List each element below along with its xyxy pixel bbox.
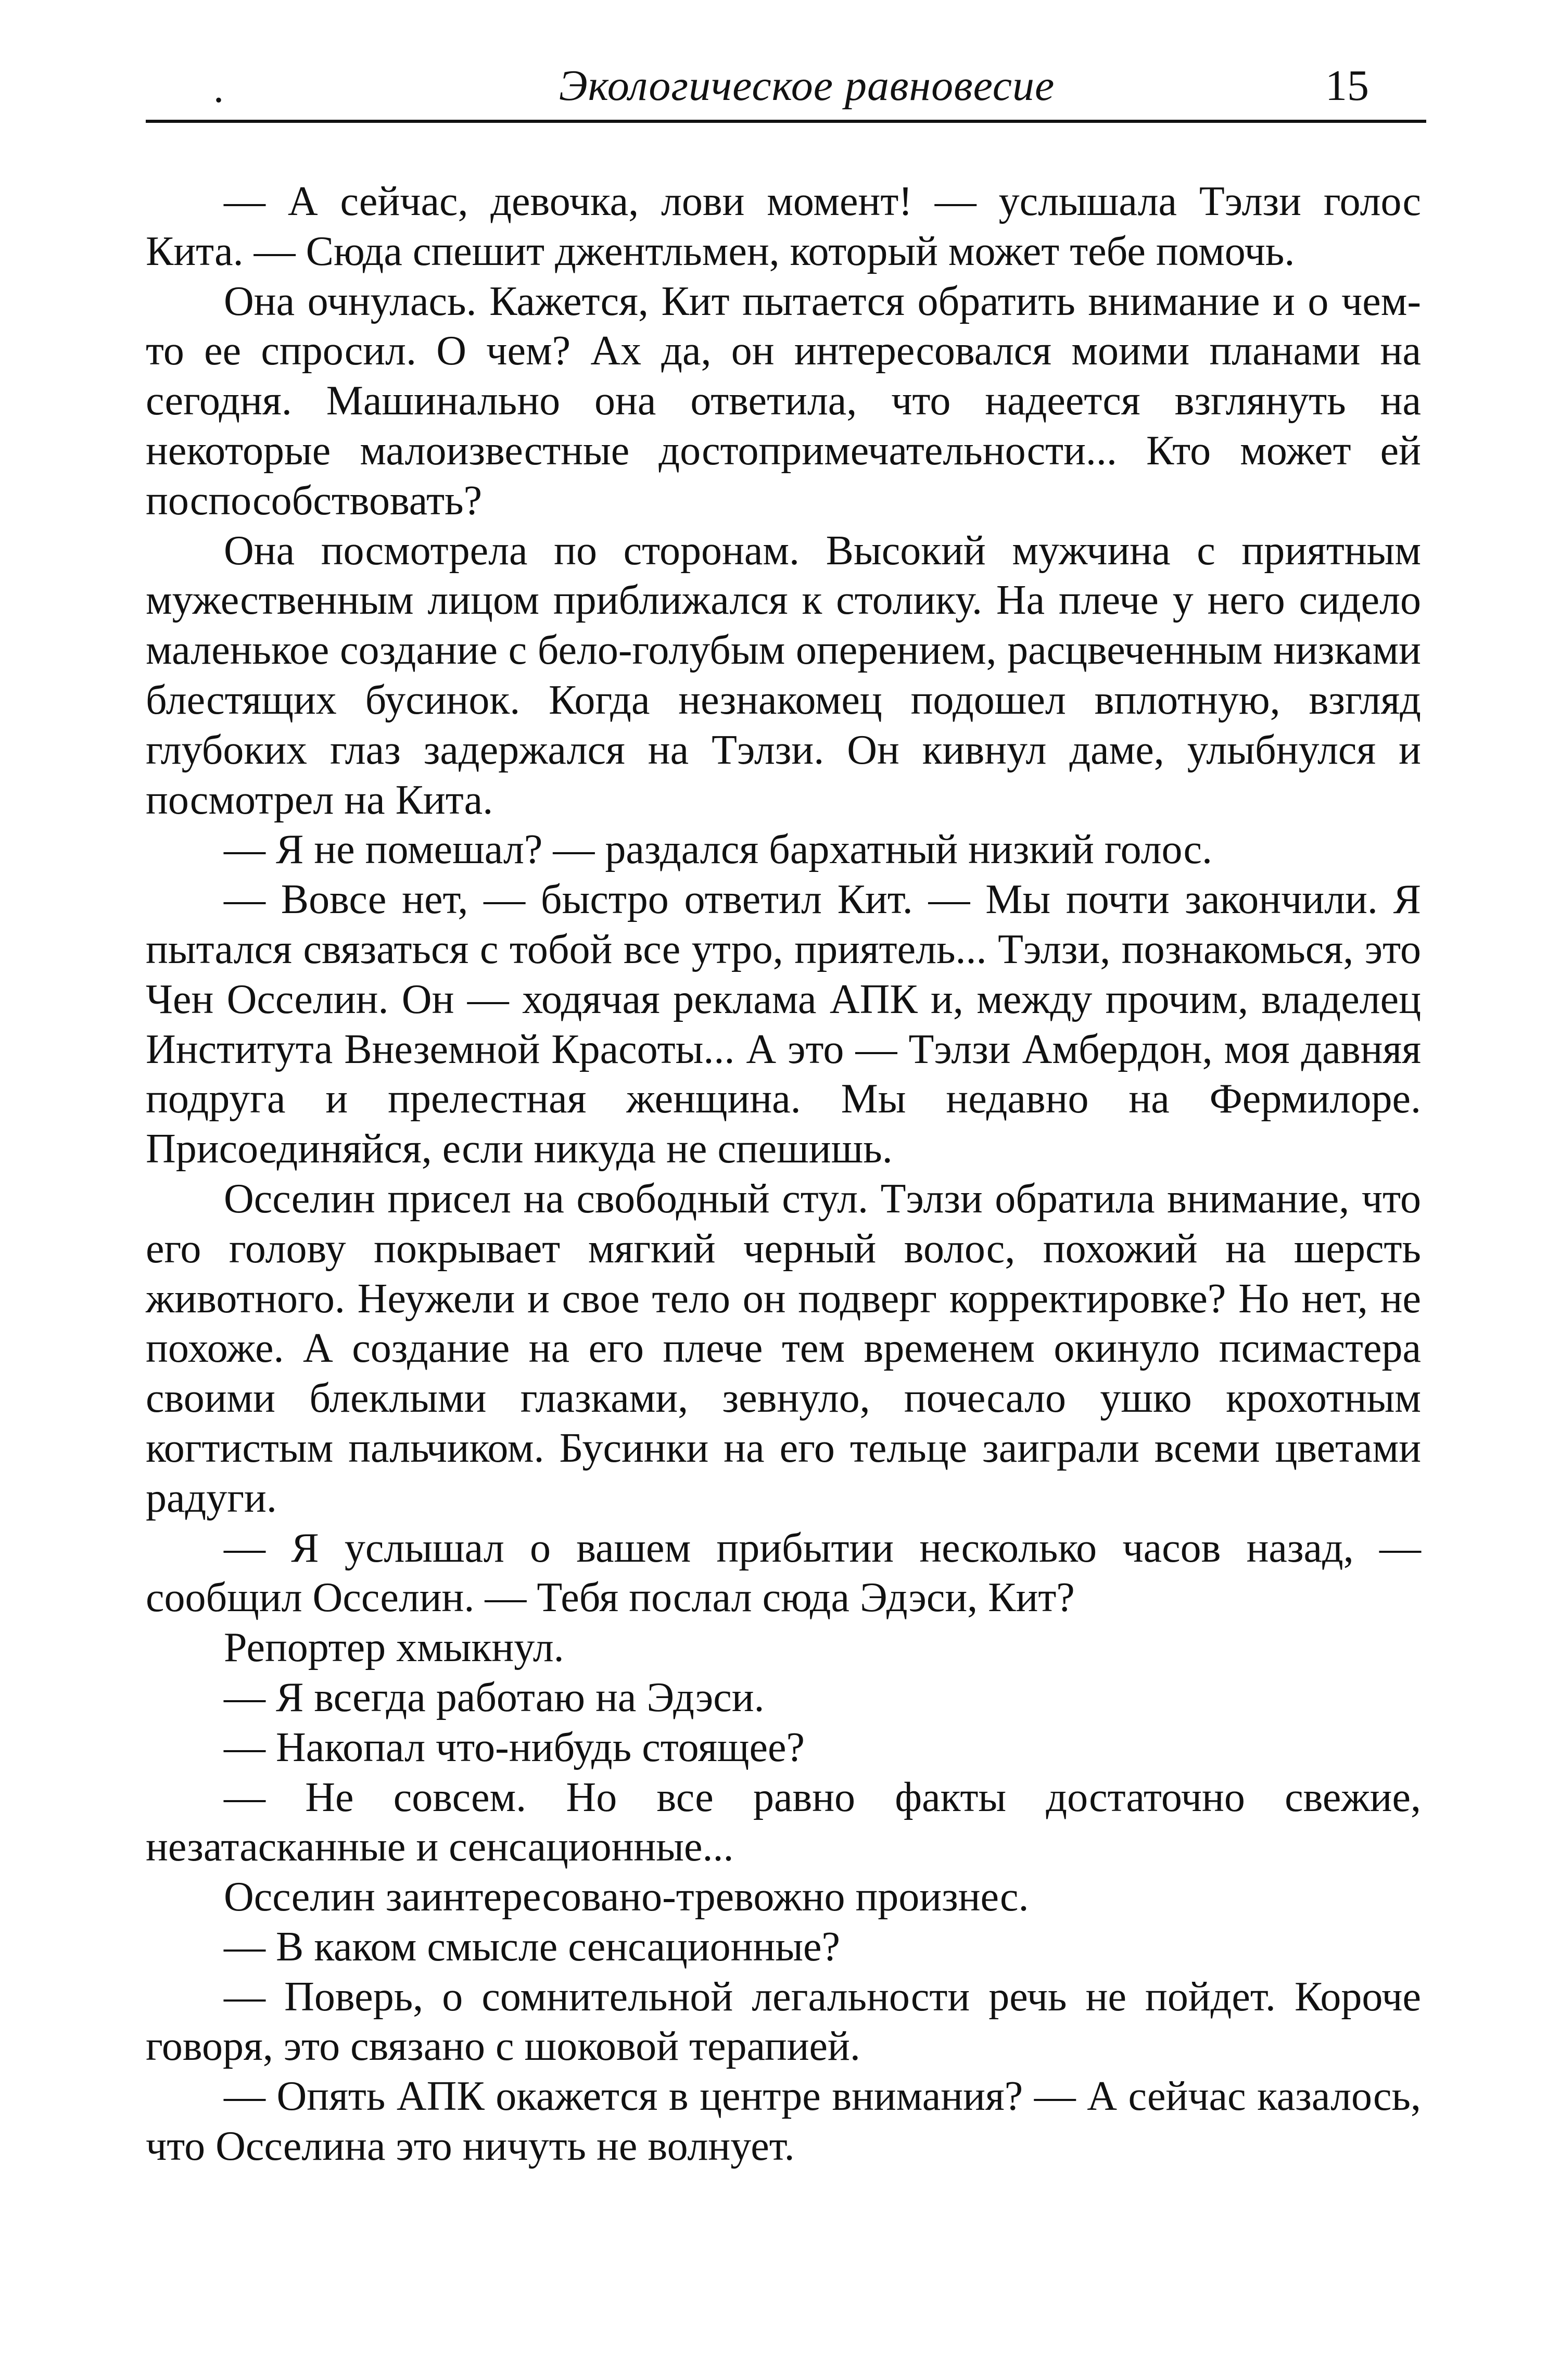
paragraph: Осселин присел на свободный стул. Тэлзи обратила внимание, что его голову покрывает мягкий черный волос, похожий на шерсть животного. Неужели и свое тело он подверг корректировке? Но нет, не похоже. А создание на его плече тем временем окинуло псимастера своими блеклыми глазками, зевнуло, почесало ушко крохотным когтистым пальчиком. Бусинки на его тельце заиграли всеми цветами радуги.: [146, 1175, 1421, 1521]
paragraph: Репортер хмыкнул.: [224, 1625, 564, 1671]
paragraph: — Я всегда работаю на Эдэси.: [224, 1674, 765, 1720]
paragraph: — Я не помешал? — раздался бархатный низкий голос.: [224, 827, 1212, 873]
paragraph: — В каком смысле сенсационные?: [224, 1923, 841, 1970]
paragraph: Осселин заинтересовано-тревожно произнес.: [224, 1874, 1029, 1920]
paragraph: — А сейчас, девочка, лови момент! — услышала Тэлзи голос Кита. — Сюда спешит джентльмен, который может тебе помочь.: [146, 179, 1421, 274]
page-number: 15: [1325, 61, 1369, 110]
paragraph: — Я услышал о вашем прибытии несколько часов назад, — сообщил Осселин. — Тебя послал сюда Эдэси, Кит?: [146, 1525, 1421, 1621]
paragraph: — Не совсем. Но все равно факты достаточно свежие, незатасканные и сенсационные...: [146, 1774, 1421, 1870]
body-text: [146, 177, 1421, 2172]
paragraph: — Поверь, о сомнительной легальности речь не пойдет. Короче говоря, это связано с шоковой терапией.: [146, 1973, 1421, 2070]
paragraph: — Вовсе нет, — быстро ответил Кит. — Мы почти закончили. Я пытался связаться с тобой все утро, приятель... Тэлзи, познакомься, это Чен Осселин. Он — ходячая реклама АПК и, между прочим, владелец Института Внеземной Красоты... А это — Тэлзи Амбердон, моя давняя подруга и прелестная женщина. Мы недавно на Фермилоре. Присоединяйся, если никуда не спешишь.: [146, 877, 1421, 1172]
running-head: [146, 52, 1426, 123]
paragraph: Она очнулась. Кажется, Кит пытается обратить внимание и о чем-то ее спросил. О чем? Ах да, он интересовался моими планами на сегодня. Машинально она ответила, что надеется взглянуть на некоторые малоизвестные достопримечательности... Кто может ей поспособствовать?: [146, 278, 1421, 524]
paragraph: Она посмотрела по сторонам. Высокий мужчина с приятным мужественным лицом приближался к столику. На плече у него сидело маленькое создание с бело-голубым оперением, расцвеченным низками блестящих бусинок. Когда незнакомец подошел вплотную, взгляд глубоких глаз задержался на Тэлзи. Он кивнул даме, улыбнулся и посмотрел на Кита.: [146, 527, 1421, 823]
paragraph: — Накопал что-нибудь стоящее?: [224, 1724, 805, 1770]
running-title: Экологическое равновесие: [559, 61, 1055, 110]
header-dot: .: [213, 66, 224, 111]
paragraph: — Опять АПК окажется в центре внимания? — А сейчас казалось, что Осселина это ничуть не волнует.: [146, 2073, 1421, 2170]
